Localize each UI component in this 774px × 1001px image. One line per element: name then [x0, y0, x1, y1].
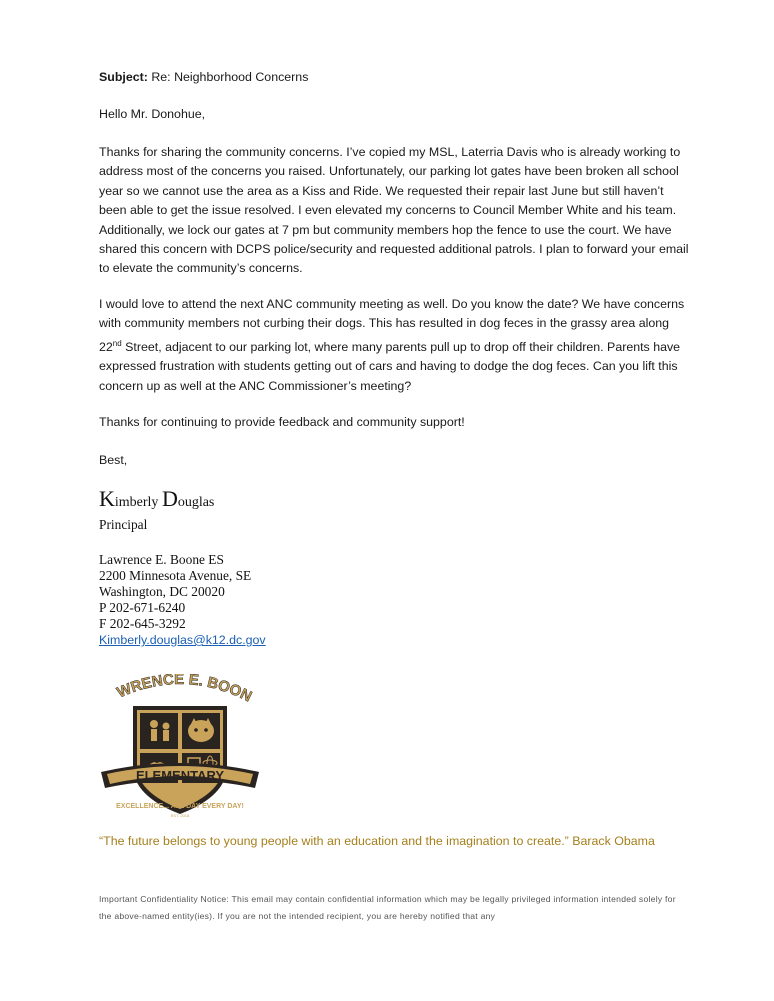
- fax-number: F 202-645-3292: [99, 616, 186, 631]
- closing: Best,: [99, 453, 128, 467]
- subject-label: Subject:: [99, 70, 148, 84]
- paragraph-2: [99, 295, 689, 396]
- crest-arc-text: WRENCE E. BOON: [114, 674, 255, 706]
- signature-address: [99, 552, 251, 632]
- greeting: Hello Mr. Donohue,: [99, 107, 206, 121]
- confidentiality-notice: Important Confidentiality Notice: This email may contain confidential information which may be legally privileged information intended solely for the above-named entity(ies). If you are not the intended recipient, you are hereby notified that any: [99, 894, 676, 921]
- school-crest-logo: [99, 674, 261, 820]
- phone-number: P 202-671-6240: [99, 600, 186, 615]
- students-icon: [150, 720, 158, 728]
- paragraph-2-start: I would love to attend the next ANC community meeting as well. Do you know the date? We have concerns with community members not curbing their dogs. This has resulted in dog feces in the grassy area along 22: [99, 297, 685, 354]
- sig-first-initial: K: [99, 486, 115, 511]
- svg-text:LAWRENCE E. BOONE: [99, 674, 254, 705]
- crest-established: EST. 2018: [170, 813, 190, 818]
- sig-last-initial: D: [161, 486, 178, 511]
- subject-line: [99, 68, 689, 87]
- signature-name: [99, 486, 214, 512]
- paragraph-1: Thanks for sharing the community concerns. I’ve copied my MSL, Laterria Davis who is already working to address most of the concerns you raised. Unfortunately, our parking lot gates have been broken all school year so we cannot use the area as a Kiss and Ride. We requested their repair last June but still haven’t been able to get the issue resolved. I even elevated my concerns to Council Member White and his team. Additionally, we lock our gates at 7 pm but community members hop the fence to use the court. We have shared this concern with DCPS police/security and requested additional patrols. I plan to forward your email to elevate the community’s concerns.: [99, 145, 689, 276]
- crest-motto: EXCELLENCE... ALL DAY EVERY DAY!: [116, 803, 244, 810]
- email-link[interactable]: Kimberly.douglas@k12.dc.gov: [99, 633, 266, 647]
- paragraph-3: Thanks for continuing to provide feedback and community support!: [99, 415, 465, 429]
- sig-first-rest: imberly: [114, 495, 162, 510]
- subject-text: Re: Neighborhood Concerns: [151, 70, 309, 84]
- street-address: 2200 Minnesota Avenue, SE: [99, 568, 252, 583]
- sig-last-rest: ouglas: [177, 495, 215, 510]
- signature-quote: “The future belongs to young people with an education and the imagination to create.” Barack Obama: [99, 834, 655, 848]
- city-state-zip: Washington, DC 20020: [99, 584, 225, 599]
- school-name: Lawrence E. Boone ES: [99, 552, 224, 567]
- paragraph-2-end: Street, adjacent to our parking lot, where many parents pull up to drop off their children. Parents have expressed frustration with students getting out of cars and having to dodge the dog feces. Can you lift this concern up as well at the ANC Commissioner’s meeting?: [99, 339, 681, 393]
- signature-title: Principal: [99, 517, 148, 532]
- ordinal-suffix: nd: [112, 338, 122, 348]
- crest-banner-text: ELEMENTARY: [135, 768, 225, 783]
